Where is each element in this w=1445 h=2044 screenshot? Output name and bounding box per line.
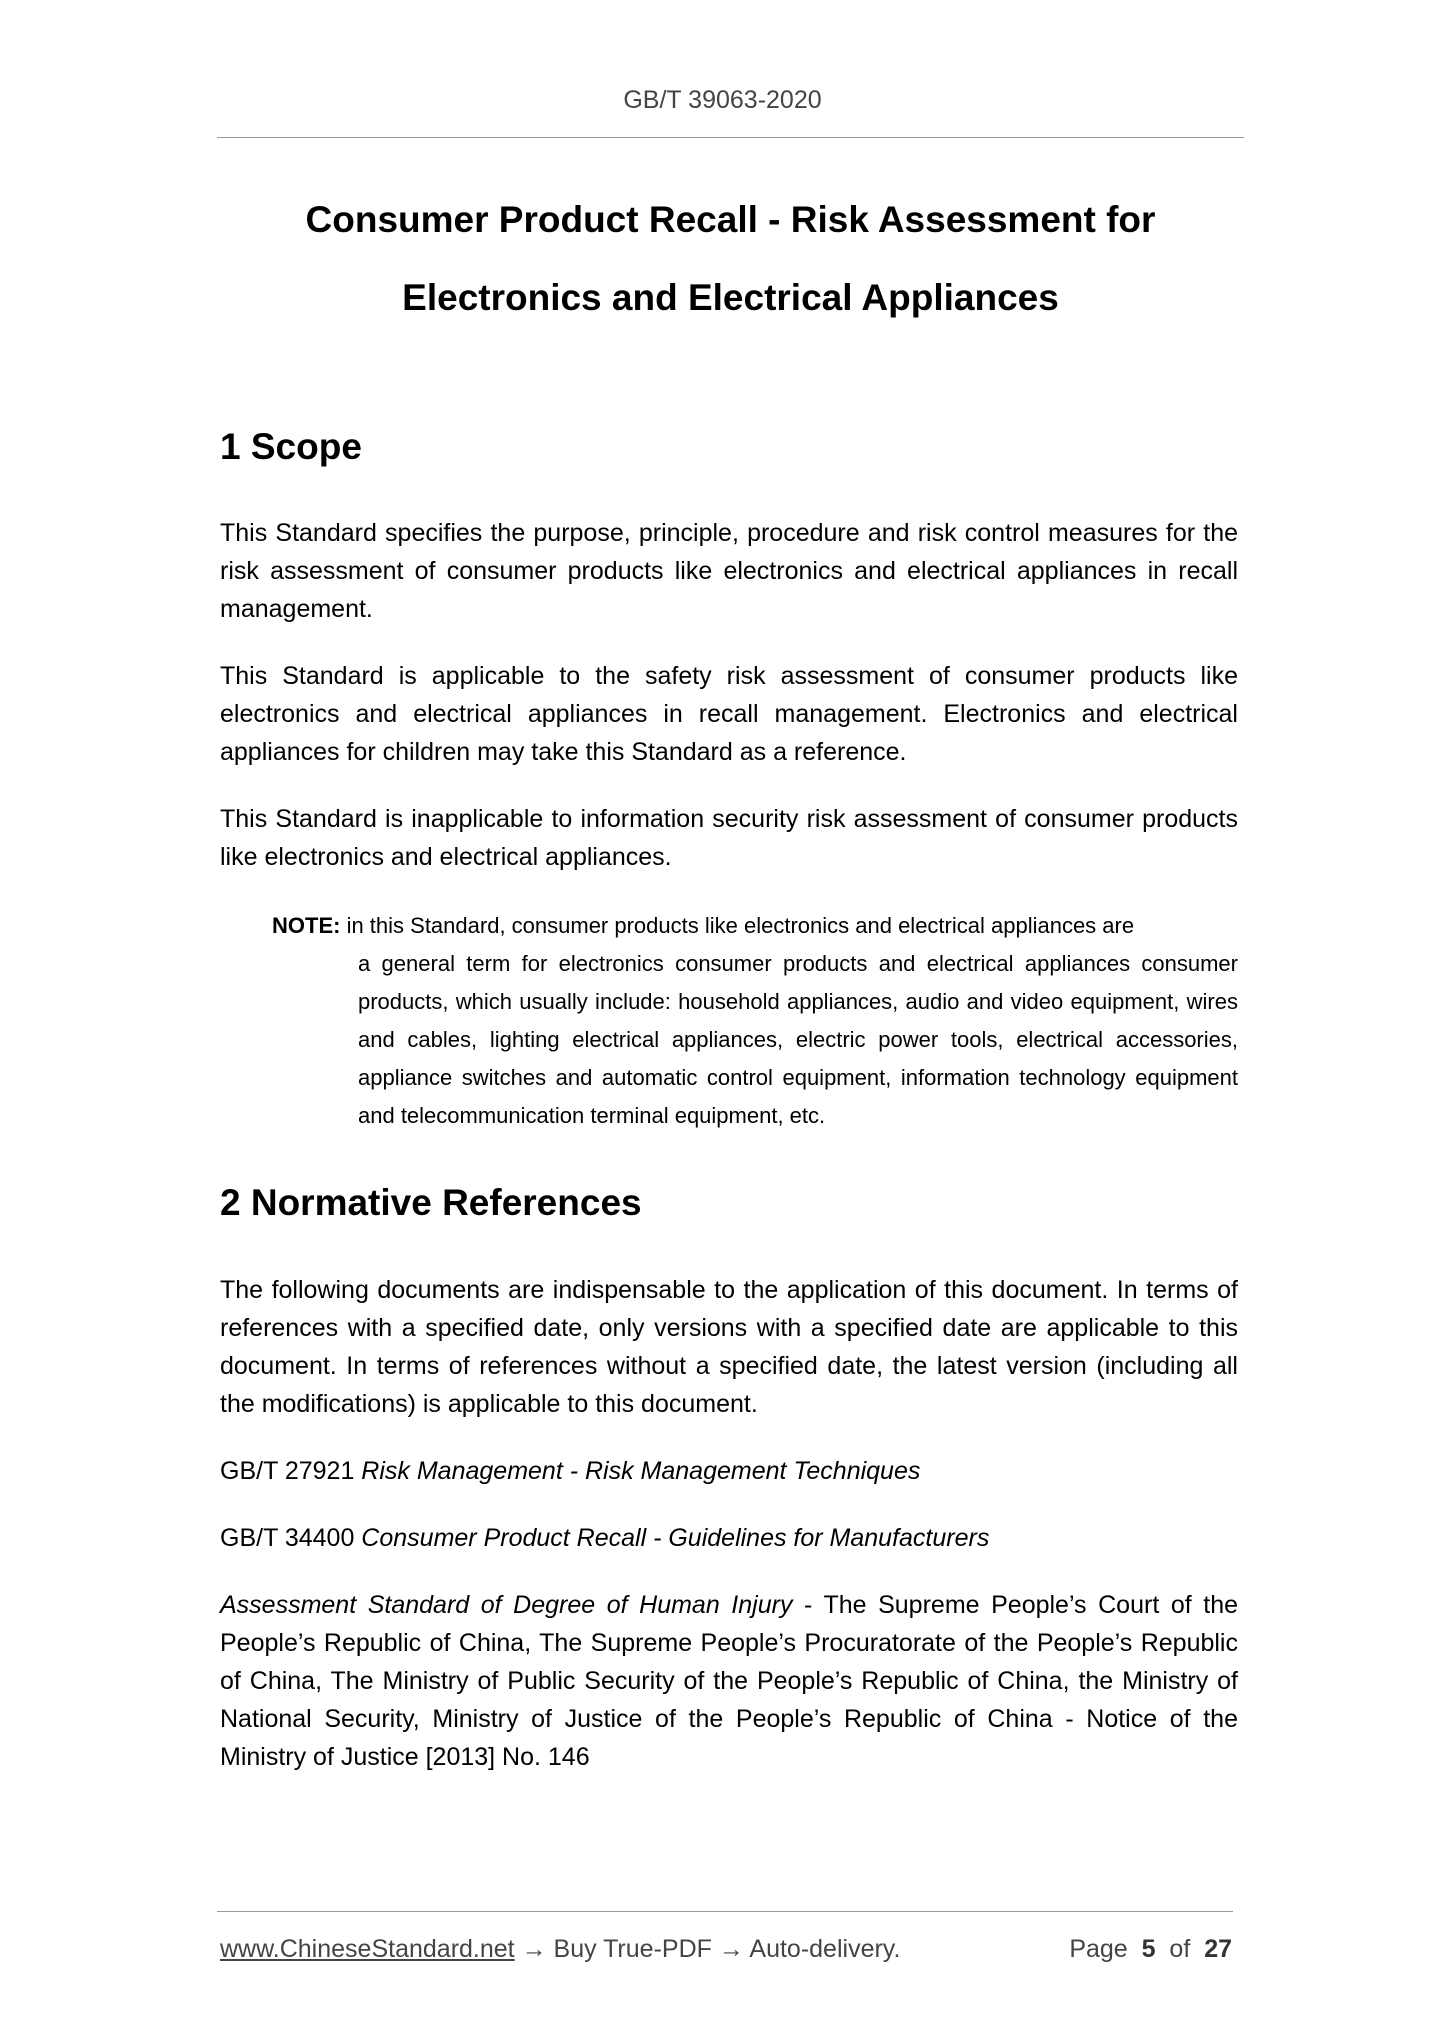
scope-note (272, 907, 1238, 1135)
document-title-line-1: Consumer Product Recall - Risk Assessment for (305, 199, 1156, 240)
reference-3-details: - The Supreme People’s Court of the People’s Republic of China, The Supreme People’s Procuratorate of the People’s Republic of China, The Ministry of Public Security of the People’s Republic of China, the Ministry of National Security, Ministry of Justice of the People’s Republic of China - Notice of the Ministry of Justice [2013] No. 146 (220, 1591, 1238, 1771)
scope-note-first-line (272, 907, 1238, 945)
total-pages-number: 27 (1204, 1935, 1232, 1963)
reference-item-1 (220, 1452, 920, 1490)
scope-note-body: a general term for electronics consumer products and electrical appliances consumer products, which usually include: household appliances, audio and video equipment, wires and cables, lighting electrical appliances, electric power tools, electrical accessories, appliance switches and automatic control equipment, information technology equipment and telecommunication terminal equipment, etc. (358, 951, 1238, 1128)
scope-paragraph-3: This Standard is inapplicable to information security risk assessment of consumer products like electronics and electrical appliances. (220, 805, 1238, 871)
current-page-number: 5 (1141, 1935, 1156, 1963)
note-label: NOTE: (272, 913, 341, 938)
page-of-label: of (1169, 1935, 1191, 1963)
reference-2-code: GB/T 34400 (220, 1524, 362, 1552)
footer-divider (217, 1911, 1233, 1912)
document-title-line-2: Electronics and Electrical Appliances (402, 277, 1059, 318)
footer-promo-text: → Buy True-PDF → Auto-delivery. (514, 1935, 901, 1963)
reference-item-2 (220, 1519, 989, 1557)
section-heading-scope: 1 Scope (220, 426, 362, 467)
page-number (1069, 1931, 1232, 1967)
reference-item-3 (220, 1586, 1238, 1776)
page-label: Page (1069, 1935, 1128, 1963)
website-link[interactable]: www.ChineseStandard.net (220, 1935, 515, 1963)
footer-promo (220, 1931, 900, 1967)
reference-1-code: GB/T 27921 (220, 1457, 362, 1485)
standard-code-header: GB/T 39063-2020 (623, 86, 822, 114)
normative-paragraph: The following documents are indispensable to the application of this document. In terms of references with a specified date, only versions with a specified date are applicable to this document. In terms of references without a specified date, the latest version (including all the modifications) is applicable to this document. (220, 1276, 1238, 1418)
note-first-line-text: in this Standard, consumer products like electronics and electrical appliances are (340, 913, 1135, 938)
section-heading-normative-references: 2 Normative References (220, 1182, 642, 1223)
reference-2-title: Consumer Product Recall - Guidelines for Manufacturers (361, 1524, 990, 1552)
reference-1-title: Risk Management - Risk Management Techniques (361, 1457, 921, 1485)
scope-paragraph-2: This Standard is applicable to the safety risk assessment of consumer products like electronics and electrical appliances in recall management. Electronics and electrical appliances for children may take this Standard as a reference. (220, 662, 1238, 766)
header-divider (217, 137, 1244, 138)
reference-3-title: Assessment Standard of Degree of Human Injury (220, 1591, 793, 1619)
scope-paragraph-1: This Standard specifies the purpose, principle, procedure and risk control measures for the risk assessment of consumer products like electronics and electrical appliances in recall management. (220, 519, 1238, 623)
